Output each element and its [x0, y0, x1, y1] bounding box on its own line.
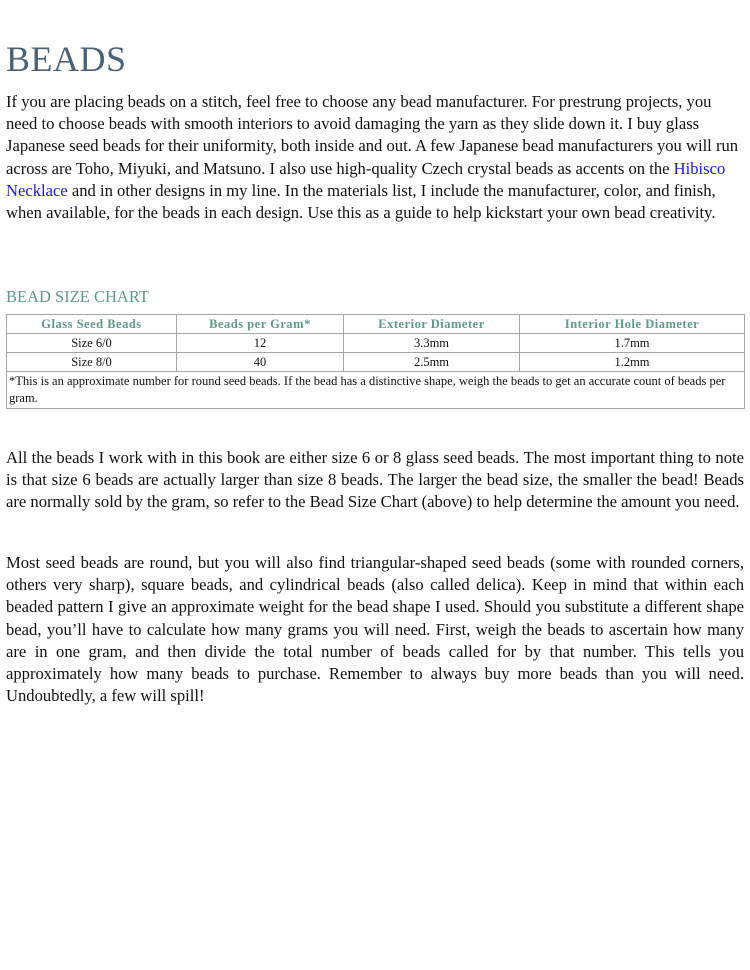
column-header: Beads per Gram*	[177, 315, 344, 334]
table-row	[7, 334, 745, 353]
hibisco-necklace-link[interactable]: Hibisco Necklace	[6, 158, 726, 200]
table-cell: 1.7mm	[520, 334, 745, 353]
table-cell: 2.5mm	[344, 353, 520, 372]
column-header: Interior Hole Diameter	[520, 315, 745, 334]
table-header-row	[7, 315, 745, 334]
table-footnote: *This is an approximate number for round seed beads. If the bead has a distinctive shape, weigh the beads to get an accurate count of beads per gram.	[7, 372, 745, 409]
table-cell: 40	[177, 353, 344, 372]
body-paragraph-sizes: All the beads I work with in this book are either size 6 or 8 glass seed beads. The most important thing to note is that size 6 beads are actually larger than size 8 beads. The larger the bead size, the smaller the bead! Beads are normally sold by the gram, so refer to the Bead Size Chart (above) to help determine the amount you need.	[6, 448, 744, 512]
bead-size-chart-heading: BEAD SIZE CHART	[6, 287, 149, 306]
intro-text-start: If you are placing beads on a stitch, feel free to choose any bead manufacturer. For prestrung projects, you need to choose beads with smooth interiors to avoid damaging the yarn as they slide down it. I buy glass Japanese seed beads for their uniformity, both inside and out. A few Japanese bead manufacturers you will run across are Toho, Miyuki, and Matsuno. I also use high-quality Czech crystal beads as accents on the	[6, 92, 739, 178]
column-header: Glass Seed Beads	[7, 315, 177, 334]
table-cell: Size 6/0	[7, 334, 177, 353]
table-cell: 1.2mm	[520, 353, 745, 372]
body-paragraph-shapes: Most seed beads are round, but you will also find triangular-shaped seed beads (some with rounded corners, others very sharp), square beads, and cylindrical beads (also called delica). Keep in mind that within each beaded pattern I give an approximate weight for the bead shape I used. Should you substitute a different shape bead, you’ll have to calculate how many grams you will need. First, weigh the beads to ascertain how many are in one gram, and then divide the total number of beads called for by that number. This tells you approximately how many beads to purchase. Remember to always buy more beads than you will need. Undoubtedly, a few will spill!	[6, 553, 744, 706]
column-header: Exterior Diameter	[344, 315, 520, 334]
table-cell: 3.3mm	[344, 334, 520, 353]
intro-text-end: and in other designs in my line. In the materials list, I include the manufacturer, color, and finish, when available, for the beads in each design. Use this as a guide to help kickstart your own bead creativity.	[6, 180, 716, 223]
intro-paragraph	[6, 91, 746, 224]
table-row	[7, 353, 745, 372]
bead-size-table	[6, 314, 745, 409]
table-cell: 12	[177, 334, 344, 353]
page-title: BEADS	[6, 39, 127, 79]
table-cell: Size 8/0	[7, 353, 177, 372]
table-footnote-row	[7, 372, 745, 409]
